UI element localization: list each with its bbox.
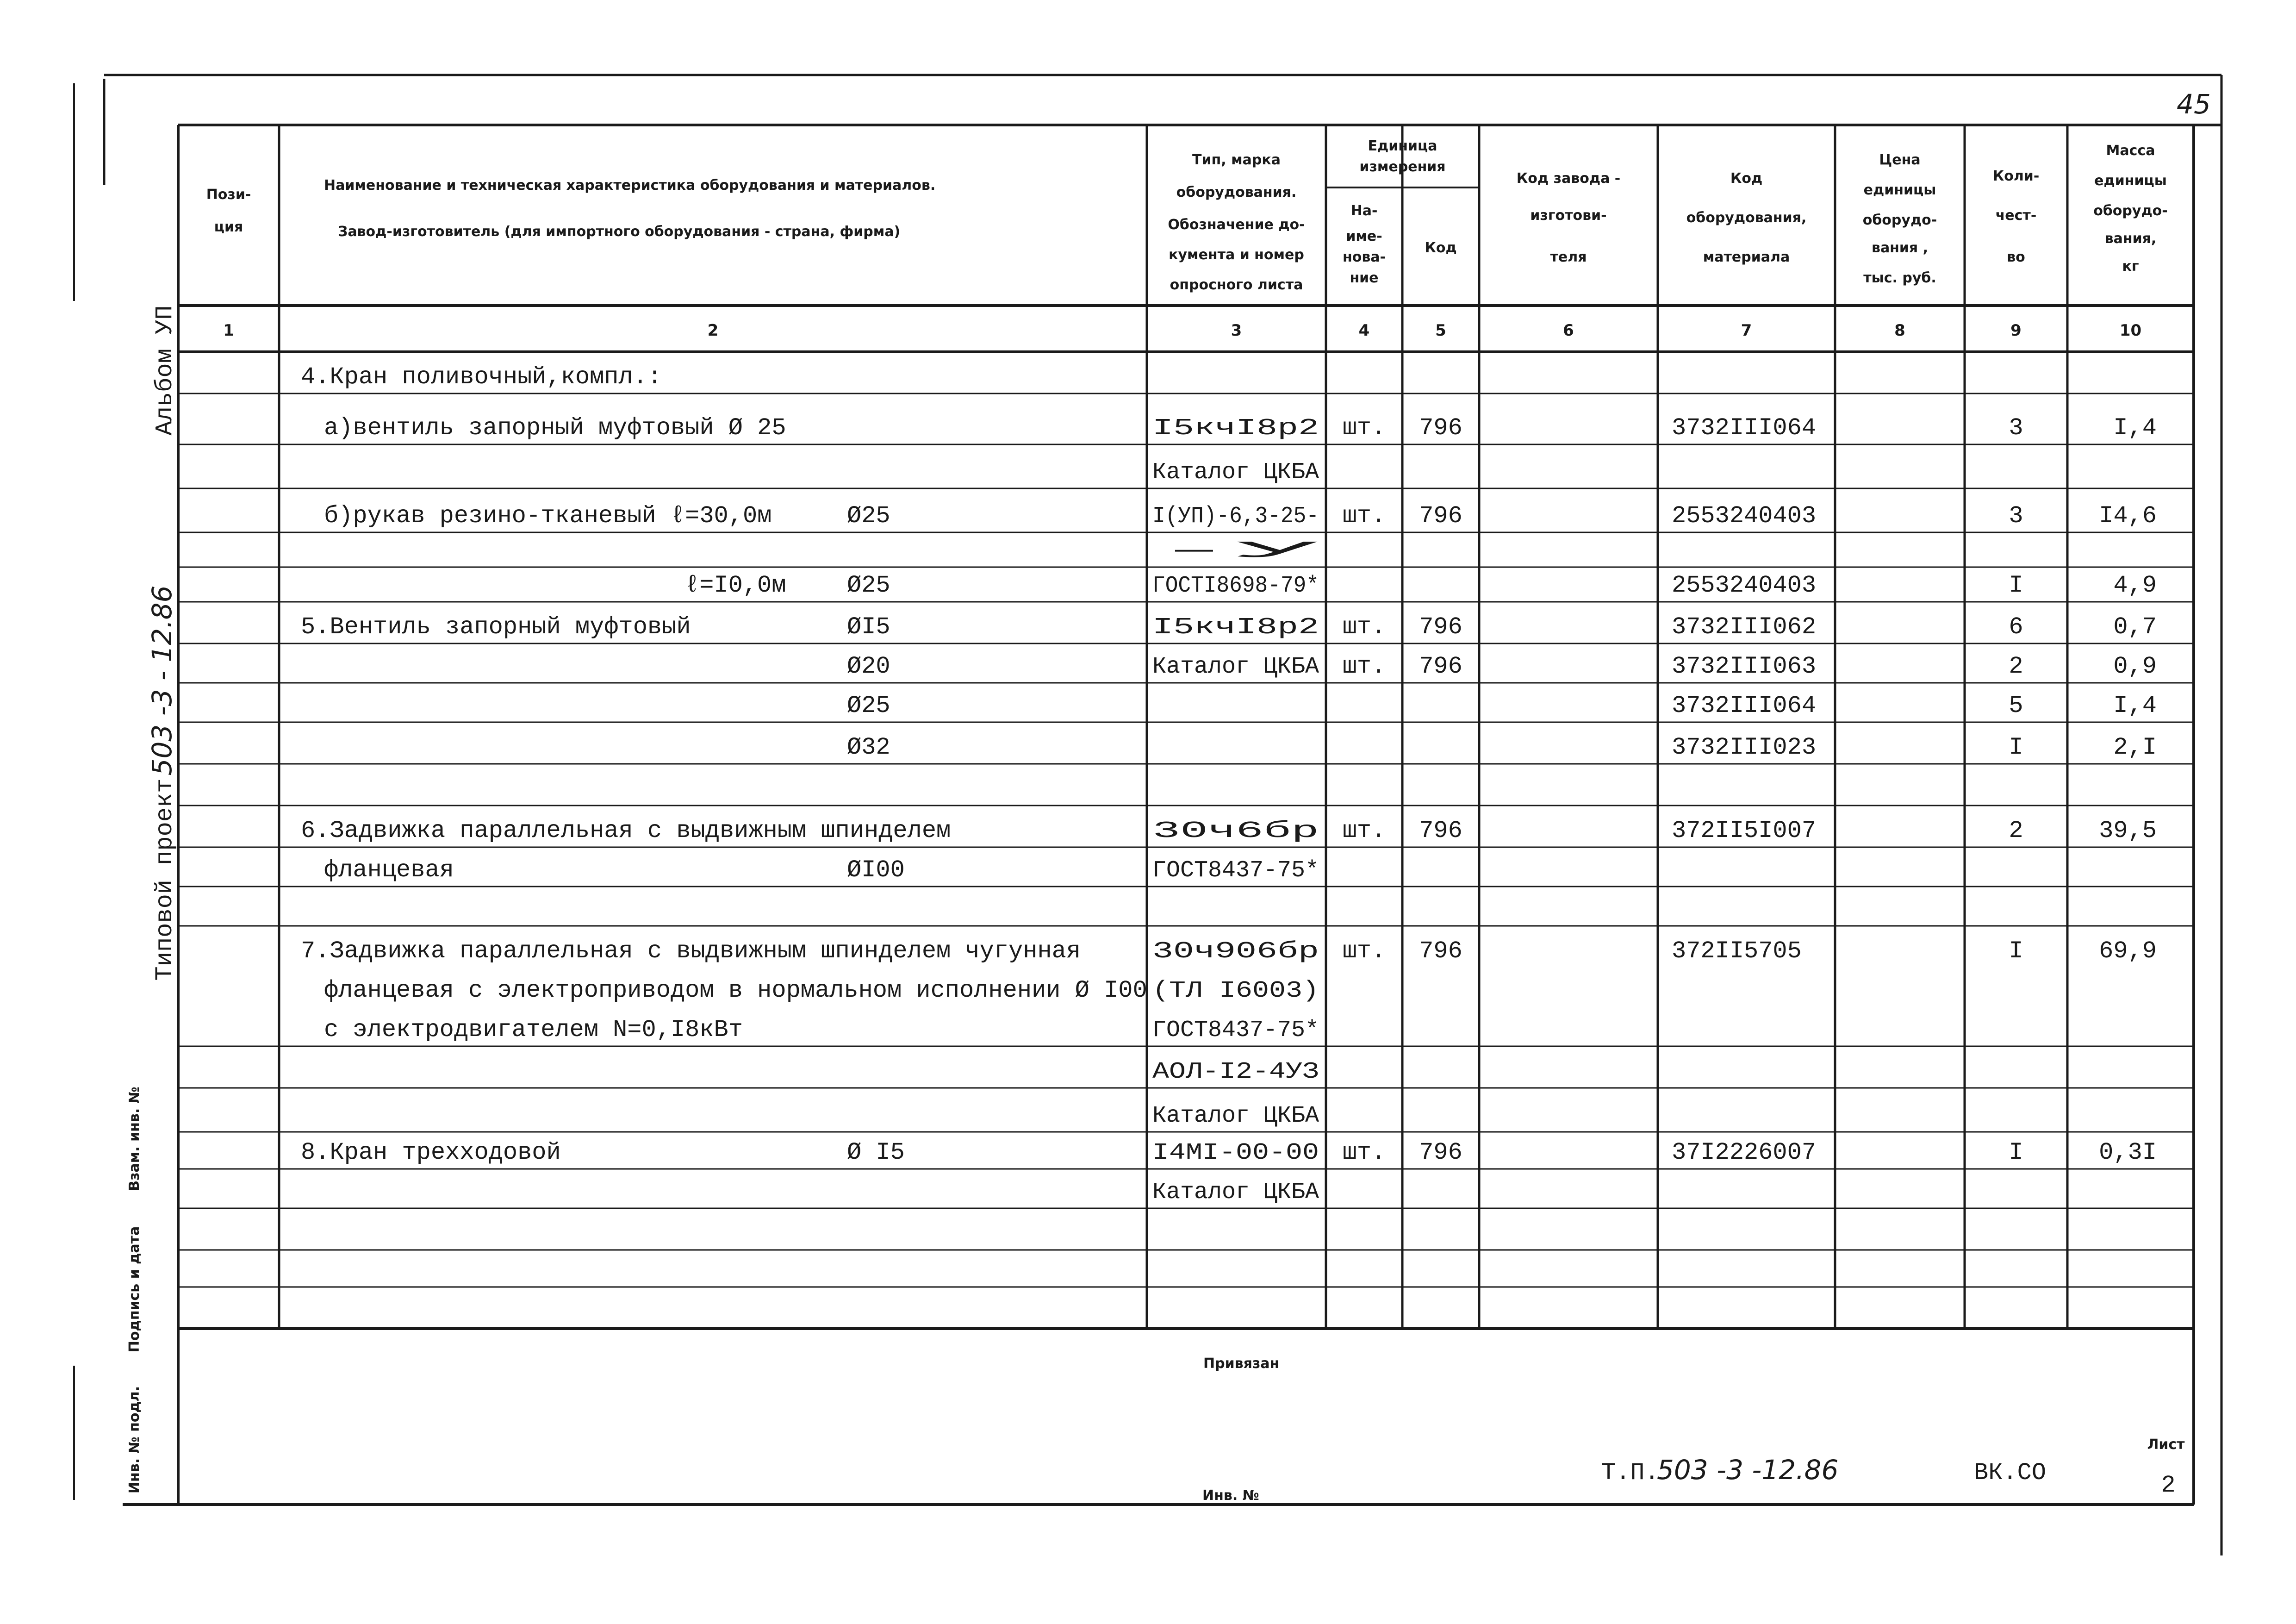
header-price: единицы — [1863, 182, 1936, 198]
item-quantity: 2 — [2009, 817, 2023, 844]
item-quantity: 3 — [2009, 502, 2023, 530]
item-mass: 0,7 — [2113, 613, 2157, 641]
header-mass: кг — [2122, 258, 2139, 275]
item-code: 2553240403 — [1672, 502, 1817, 530]
item-diameter: Ø20 — [847, 653, 890, 680]
header-code: оборудования, — [1686, 210, 1807, 226]
item-mass: 39,5 — [2099, 817, 2157, 844]
item-code: 3732III064 — [1672, 692, 1817, 719]
item-name: ℓ=I0,0м — [685, 572, 786, 599]
item-type: Каталог ЦКБА — [1152, 654, 1319, 680]
header-type: кумента и номер — [1169, 247, 1304, 263]
sheet-frame-extras — [123, 75, 2211, 1505]
column-number: 2 — [707, 321, 719, 340]
item-unit: шт. — [1342, 502, 1386, 530]
item-name: фланцевая с электроприводом в нормальном исполнении Ø I00 — [324, 977, 1147, 1004]
item-diameter: Ø25 — [847, 572, 890, 599]
item-name: а)вентиль запорный муфтовый Ø 25 — [324, 414, 786, 442]
header-code: материала — [1703, 249, 1790, 265]
item-code: 372II5I007 — [1672, 817, 1817, 844]
header-price: Цена — [1879, 152, 1921, 168]
project-number: 503 -3 - 12.86 — [146, 585, 178, 776]
table-header — [206, 138, 2168, 293]
item-code: 3732III023 — [1672, 734, 1817, 761]
item-type: I(УП)-6,3-25- — [1152, 503, 1319, 530]
item-code: 3732III064 — [1672, 414, 1817, 442]
header-qty: во — [2007, 249, 2025, 265]
item-unit: шт. — [1342, 653, 1386, 680]
item-type: 30ч6бр — [1152, 818, 1319, 844]
inventory-label: Инв. № — [1202, 1487, 1259, 1504]
item-unit: шт. — [1342, 817, 1386, 844]
header-unit-code: Код — [1425, 240, 1457, 256]
item-mass: 4,9 — [2113, 572, 2157, 599]
item-type: Каталог ЦКБА — [1152, 1103, 1319, 1129]
header-mass: единицы — [2094, 173, 2167, 189]
item-quantity: 5 — [2009, 692, 2023, 719]
item-mass: 0,9 — [2113, 653, 2157, 680]
item-type: Каталог ЦКБА — [1152, 1179, 1319, 1206]
item-quantity: I — [2009, 937, 2023, 965]
item-type: I4МI-00-00 — [1152, 1140, 1319, 1166]
column-number: 7 — [1741, 321, 1752, 340]
item-diameter: ØI5 — [847, 613, 890, 641]
item-unit: шт. — [1342, 613, 1386, 641]
item-name: 7.Задвижка параллельная с выдвижным шпинделем чугунная — [301, 937, 1081, 965]
doc-prefix: Т.П. — [1601, 1459, 1659, 1487]
item-diameter: ØI00 — [847, 856, 905, 884]
sheet-number: 2 — [2161, 1472, 2176, 1499]
item-type: ГОСТ8437-75* — [1152, 1017, 1319, 1043]
item-code: 3732III062 — [1672, 613, 1817, 641]
column-number: 10 — [2119, 321, 2142, 340]
item-name: с электродвигателем N=0,I8кВт — [324, 1016, 743, 1043]
item-quantity: I — [2009, 734, 2023, 761]
item-name: 6.Задвижка параллельная с выдвижным шпинделем — [301, 817, 951, 844]
item-unit: шт. — [1342, 937, 1386, 965]
sheet-label: Лист — [2147, 1437, 2185, 1453]
item-diameter: Ø32 — [847, 734, 890, 761]
item-type: I5кчI8р2 — [1152, 614, 1319, 641]
stamp-label: Взам. инв. № — [126, 1087, 143, 1191]
header-factory: теля — [1550, 249, 1587, 265]
bound-label: Привязан — [1203, 1355, 1280, 1372]
header-mass: оборудо- — [2093, 203, 2168, 219]
item-unit-code: 796 — [1419, 414, 1462, 442]
header-unit-group: Единица — [1368, 138, 1437, 154]
header-qty: Коли- — [1992, 168, 2040, 184]
item-type: Каталог ЦКБА — [1152, 459, 1319, 486]
item-mass: 69,9 — [2099, 937, 2157, 965]
item-quantity: 6 — [2009, 613, 2023, 641]
item-quantity: I — [2009, 1139, 2023, 1166]
item-mass: I4,6 — [2099, 502, 2157, 530]
header-mass: вания, — [2104, 231, 2157, 247]
header-factory: изготови- — [1530, 207, 1607, 224]
header-position: ция — [214, 219, 243, 235]
header-type: опросного листа — [1170, 277, 1303, 293]
item-mass: I,4 — [2113, 414, 2157, 442]
header-mass: Масса — [2106, 143, 2155, 159]
header-type: Тип, марка — [1192, 152, 1281, 168]
page-number: 45 — [2177, 88, 2211, 120]
item-unit-code: 796 — [1419, 937, 1462, 965]
item-code: 3732III063 — [1672, 653, 1817, 680]
item-diameter: Ø25 — [847, 502, 890, 530]
item-diameter: Ø25 — [847, 692, 890, 719]
item-code: 37I2226007 — [1672, 1139, 1817, 1166]
column-number: 3 — [1231, 321, 1242, 340]
item-unit-code: 796 — [1419, 653, 1462, 680]
header-type: оборудования. — [1176, 184, 1297, 200]
header-name: Наименование и техническая характеристика оборудования и материалов. — [324, 177, 936, 194]
column-number: 5 — [1435, 321, 1446, 340]
header-unit-group: измерения — [1359, 159, 1446, 175]
header-price: вания , — [1871, 240, 1929, 256]
item-mass: I,4 — [2113, 692, 2157, 719]
item-name: 4.Кран поливочный,компл.: — [301, 363, 662, 391]
item-type: -У — [1152, 538, 1319, 564]
item-unit-code: 796 — [1419, 613, 1462, 641]
item-type: I5кчI8р2 — [1152, 415, 1319, 442]
item-unit-code: 796 — [1419, 1139, 1462, 1166]
header-factory: Код завода - — [1516, 170, 1621, 187]
item-quantity: 2 — [2009, 653, 2023, 680]
item-type: 30ч906бр — [1152, 938, 1319, 965]
header-price: тыс. руб. — [1863, 270, 1936, 286]
header-unit-name: На- — [1350, 203, 1378, 219]
item-type: ГОСТI8698-79* — [1152, 573, 1319, 599]
header-name: Завод-изготовитель (для импортного оборудования - страна, фирма) — [338, 224, 901, 240]
column-number: 6 — [1563, 321, 1574, 340]
item-code: 2553240403 — [1672, 572, 1817, 599]
header-unit-name: нова- — [1342, 249, 1386, 265]
doc-number: 503 -3 -12.86 — [1657, 1454, 1839, 1486]
item-type: АОЛ-I2-4УЗ — [1152, 1059, 1319, 1085]
item-unit-code: 796 — [1419, 817, 1462, 844]
item-unit-code: 796 — [1419, 502, 1462, 530]
table-body — [301, 363, 2157, 1206]
item-name: 5.Вентиль запорный муфтовый — [301, 613, 691, 641]
item-unit: шт. — [1342, 1139, 1386, 1166]
item-mass: 2,I — [2113, 734, 2157, 761]
header-code: Код — [1730, 170, 1763, 187]
header-price: оборудо- — [1862, 212, 1937, 228]
stamp-label: Инв. № подл. — [126, 1386, 143, 1494]
item-name: б)рукав резино-тканевый ℓ=30,0м — [324, 502, 772, 530]
item-quantity: 3 — [2009, 414, 2023, 442]
column-number: 9 — [2010, 321, 2022, 340]
table-grid — [74, 75, 2221, 1555]
item-mass: 0,3I — [2099, 1139, 2157, 1166]
doc-code: ВК.СО — [1974, 1459, 2047, 1487]
header-position: Пози- — [206, 187, 251, 203]
header-qty: чест- — [1995, 207, 2037, 224]
column-number: 4 — [1358, 321, 1370, 340]
column-number: 8 — [1894, 321, 1905, 340]
item-type: ГОСТ8437-75* — [1152, 857, 1319, 884]
column-numbers-row — [223, 321, 2141, 340]
header-unit-name: ние — [1350, 270, 1379, 286]
item-quantity: I — [2009, 572, 2023, 599]
item-diameter: Ø I5 — [847, 1139, 905, 1166]
item-name: 8.Кран трехходовой — [301, 1139, 561, 1166]
header-type: Обозначение до- — [1168, 217, 1305, 233]
item-code: 372II5705 — [1672, 937, 1802, 965]
item-type: (ТЛ I6003) — [1152, 978, 1319, 1004]
stamp-label: Подпись и дата — [126, 1226, 143, 1353]
column-number: 1 — [223, 321, 234, 340]
album-label: Альбом УП — [151, 305, 179, 436]
project-label: Типовой проект — [151, 778, 179, 981]
item-unit: шт. — [1342, 414, 1386, 442]
item-name: фланцевая — [324, 856, 454, 884]
header-unit-name: име- — [1346, 228, 1382, 244]
